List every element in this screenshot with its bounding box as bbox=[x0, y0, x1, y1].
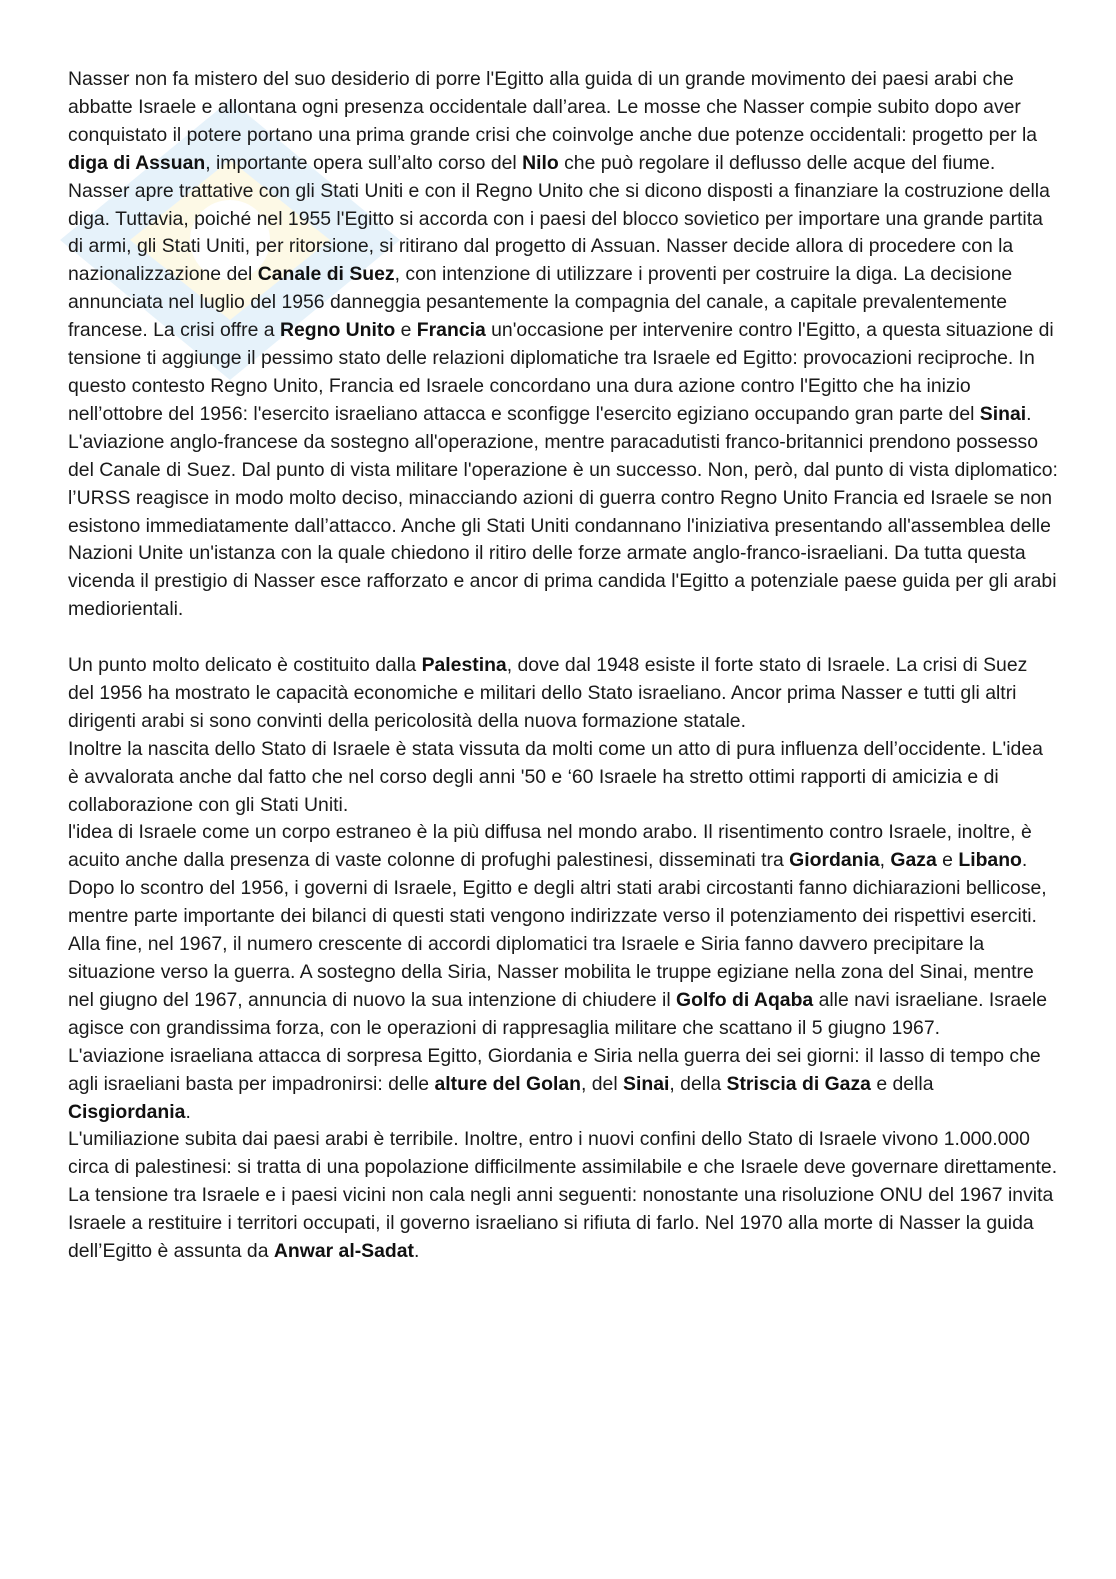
text-run: Inoltre la nascita dello Stato di Israele è stata vissuta da molti come un atto di pura influenza dell’occidente. L'idea è avvalorata anche dal fatto che nel corso degli anni '50 e ‘60 Israele ha stretto ottimi rapporti di amicizia e di collaborazione con gli Stati Uniti. bbox=[68, 737, 1043, 816]
text-run: L'umiliazione subita dai paesi arabi è terribile. Inoltre, entro i nuovi confini dello Stato di Israele vivono 1.000.000 circa di palestinesi: si tratta di una popolazione difficilmente assimilabile e che Israele deve governare direttamente. bbox=[68, 1128, 1058, 1179]
text-run: e della bbox=[870, 1072, 934, 1095]
text-run: che può regolare il deflusso delle acque del fiume. Nasser apre trattative con gli Stati Uniti e con il Regno Unito che si dicono disposti a finanziare la costruzione della diga. Tuttavia, poiché nel 1955 l'Egitto si accorda con i paesi del blocco sovietico per importare una grande partita di armi, gli Stati Uniti, per ritorsione, si ritirano dal progetto di Assuan. Nasser decide allora di procedere con la nazionalizzazione del bbox=[68, 151, 1050, 286]
bold-term: Cisgiordania bbox=[68, 1100, 186, 1123]
text-run: . bbox=[414, 1240, 420, 1263]
text-run: Un punto molto delicato è costituito dalla bbox=[68, 654, 422, 677]
bold-term: alture del Golan bbox=[434, 1072, 581, 1095]
text-run: e bbox=[936, 849, 959, 872]
paragraph bbox=[68, 652, 1058, 736]
text-run: L'aviazione israeliana attacca di sorpresa Egitto, Giordania e Siria nella guerra dei sei giorni: il lasso di tempo che agli israeliani basta per impadronirsi: delle bbox=[68, 1044, 1041, 1095]
text-run: . Dopo lo scontro del 1956, i governi di Israele, Egitto e degli altri stati arabi circostanti fanno dichiarazioni bellicose, mentre parte importante dei bilanci di questi stati vengono indirizzate verso il potenziamento dei rispettivi eserciti. Alla fine, nel 1967, il numero crescente di accordi diplomatici tra Israele e Siria fanno davvero precipitare la situazione verso la guerra. A sostegno della Siria, Nasser mobilita le truppe egiziane nella zona del Sinai, mentre nel giugno del 1967, annuncia di nuovo la sua intenzione di chiudere il bbox=[68, 849, 1047, 1011]
bold-term: diga di Assuan bbox=[68, 151, 206, 174]
bold-term: Sinai bbox=[623, 1072, 670, 1095]
text-run: , del bbox=[581, 1072, 624, 1095]
bold-term: Canale di Suez bbox=[257, 263, 395, 286]
paragraph bbox=[68, 1126, 1058, 1182]
paragraph bbox=[68, 1182, 1058, 1266]
paragraph bbox=[68, 736, 1058, 820]
paragraph bbox=[68, 66, 1058, 624]
text-run: e bbox=[395, 319, 417, 342]
text-run: . bbox=[185, 1100, 191, 1123]
paragraph bbox=[68, 1043, 1058, 1127]
document-body bbox=[68, 66, 1058, 1266]
bold-term: Nilo bbox=[522, 151, 559, 174]
bold-term: Gaza bbox=[890, 849, 937, 872]
text-run: l'idea di Israele come un corpo estraneo è la più diffusa nel mondo arabo. Il risentimento contro Israele, inoltre, è acuito anche dalla presenza di vaste colonne di profughi palestinesi, disseminati tra bbox=[68, 821, 1032, 872]
text-run: , bbox=[879, 849, 891, 872]
bold-term: Sinai bbox=[979, 402, 1027, 425]
bold-term: Regno Unito bbox=[279, 319, 396, 342]
text-run: Nasser non fa mistero del suo desiderio di porre l'Egitto alla guida di un grande movimento dei paesi arabi che abbatte Israele e allontana ogni presenza occidentale dall’area. Le mosse che Nasser compie subito dopo aver conquistato il potere portano una prima grande crisi che coinvolge anche due potenze occidentali: progetto per la bbox=[68, 68, 1038, 146]
bold-term: Striscia di Gaza bbox=[726, 1072, 871, 1095]
text-run: La tensione tra Israele e i paesi vicini non cala negli anni seguenti: nonostante una risoluzione ONU del 1967 invita Israele a restituire i territori occupati, il governo israeliano si rifiuta di farlo. Nel 1970 alla morte di Nasser la guida dell’Egitto è assunta da bbox=[68, 1184, 1054, 1263]
bold-term: Golfo di Aqaba bbox=[676, 988, 814, 1011]
text-run: , con intenzione di utilizzare i proventi per costruire la diga. La decisione annunciata nel luglio del 1956 danneggia pesantemente la compagnia del canale, a capitale prevalentemente francese. La crisi offre a bbox=[68, 263, 1013, 342]
text-run: alle navi israeliane. Israele agisce con grandissima forza, con le operazioni di rappresaglia militare che scattano il 5 giugno 1967. bbox=[68, 988, 1048, 1039]
paragraph bbox=[68, 819, 1058, 1042]
text-run: . L'aviazione anglo-francese da sostegno all'operazione, mentre paracadutisti franco-britannici prendono possesso del Canale di Suez. Dal punto di vista militare l'operazione è un successo. Non, però, dal punto di vista diplomatico: l’URSS reagisce in modo molto deciso, minacciando azioni di guerra contro Regno Unito Francia ed Israele se non esistono immediatamente dall’attacco. Anche gli Stati Uniti condannano l'iniziativa presentando all'assemblea delle Nazioni Unite un'istanza con la quale chiedono il ritiro delle forze armate anglo-franco-israeliani. Da tutta questa vicenda il prestigio di Nasser esce rafforzato e ancor di prima candida l'Egitto a potenziale paese guida per gli arabi mediorientali. bbox=[68, 402, 1058, 621]
bold-term: Libano bbox=[958, 849, 1022, 872]
bold-term: Palestina bbox=[421, 654, 507, 677]
bold-term: Francia bbox=[416, 319, 486, 342]
text-run: , dove dal 1948 esiste il forte stato di Israele. La crisi di Suez del 1956 ha mostrato le capacità economiche e militari dello Stato israeliano. Ancor prima Nasser e tutti gli altri dirigenti arabi si sono convinti della pericolosità della nuova formazione statale. bbox=[68, 654, 1028, 732]
text-run: , importante opera sull’alto corso del bbox=[205, 151, 523, 174]
text-run: , della bbox=[669, 1072, 727, 1095]
bold-term: Anwar al-Sadat bbox=[273, 1240, 414, 1263]
bold-term: Giordania bbox=[789, 849, 880, 872]
text-run: un'occasione per intervenire contro l'Egitto, a questa situazione di tensione ti aggiunge il pessimo stato delle relazioni diplomatiche tra Israele ed Egitto: provocazioni reciproche. In questo contesto Regno Unito, Francia ed Israele concordano una dura azione contro l'Egitto che ha inizio nell’ottobre del 1956: l'esercito israeliano attacca e sconfigge l'esercito egiziano occupando gran parte del bbox=[68, 319, 1054, 425]
